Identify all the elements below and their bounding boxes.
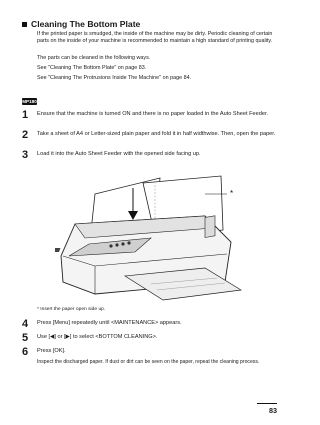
section-title: Cleaning The Bottom Plate xyxy=(31,19,141,29)
step-text: Press [Menu] repeatedly until <MAINTENANCE> appears. xyxy=(37,320,182,326)
callout-marker: * xyxy=(230,189,234,198)
step-number: 3 xyxy=(22,149,29,161)
section-heading xyxy=(22,19,140,29)
see-link-bottom-plate: See "Cleaning The Bottom Plate" on page 83. xyxy=(37,65,147,71)
model-badge: MP180 xyxy=(22,99,37,104)
page-number-rule xyxy=(257,403,277,404)
step-number: 4 xyxy=(22,318,29,330)
step-text: Load it into the Auto Sheet Feeder with the opened side facing up. xyxy=(37,151,201,157)
figure-footnote: * Insert the paper open side up. xyxy=(37,307,106,312)
intro-paragraph: If the printed paper is smudged, the inside of the machine may be dirty. Periodic cleaning of certain parts on the inside of your machine is recommended to maintain a high standard of printing quality. xyxy=(37,31,273,45)
step-number: 6 xyxy=(22,346,29,358)
step-number: 1 xyxy=(22,109,29,121)
step-6-note: Inspect the discharged paper. If dust or dirt can be seen on the paper, repeat the cleaning process. xyxy=(37,359,260,365)
step-number: 2 xyxy=(22,129,29,141)
step-text: Use [◀] or [▶] to select <BOTTOM CLEANING>. xyxy=(37,334,158,340)
step-number: 5 xyxy=(22,332,29,344)
printer-illustration xyxy=(55,164,305,304)
page-number: 83 xyxy=(269,406,277,415)
intro-ways: The parts can be cleaned in the following ways. xyxy=(37,55,151,61)
heading-bullet-icon xyxy=(22,22,27,27)
see-link-protrusions: See "Cleaning The Protrusions Inside The Machine" on page 84. xyxy=(37,75,192,81)
step-text: Ensure that the machine is turned ON and there is no paper loaded in the Auto Sheet Feeder. xyxy=(37,111,269,117)
step-text: Press [OK]. xyxy=(37,348,66,354)
step-text: Take a sheet of A4 or Letter-sized plain paper and fold it in half widthwise. Then, open the paper. xyxy=(37,131,276,137)
